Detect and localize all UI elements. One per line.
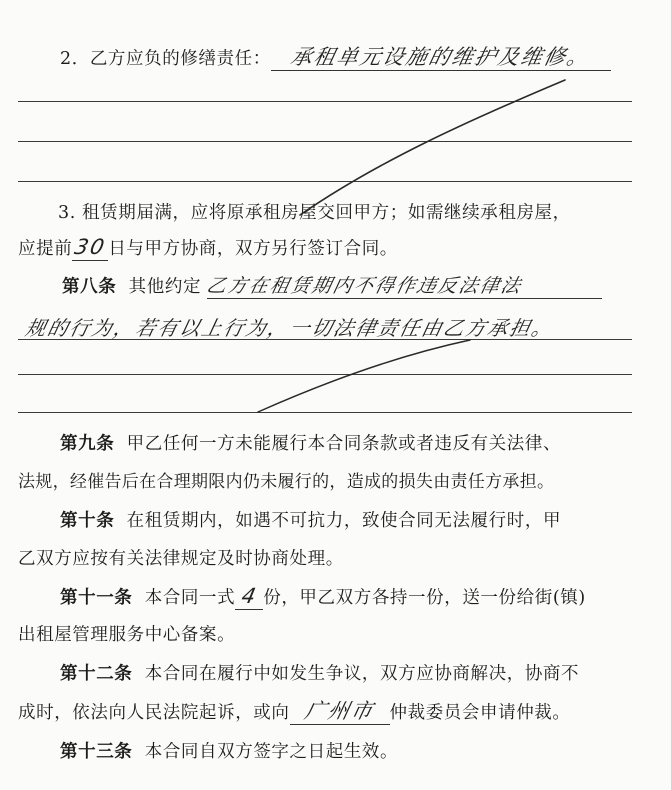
article12-text1: 本合同在履行中如发生争议，双方应协商解决，协商不 xyxy=(144,664,580,684)
article12-suffix: 仲裁委员会申请仲裁。 xyxy=(389,703,571,723)
blank-rule xyxy=(18,101,632,102)
clause3-line2 xyxy=(18,236,398,261)
article8-handwritten-2: 规的行为，若有以上行为，一切法律责任由乙方承担。 xyxy=(23,316,557,340)
article11-prefix: 本合同一式 xyxy=(144,588,236,608)
city-blank xyxy=(290,700,390,725)
article9-line1 xyxy=(60,432,561,456)
days-blank xyxy=(72,236,108,261)
article8-title: 第八条 xyxy=(62,277,117,297)
blank-rule xyxy=(18,339,632,340)
clause2-label: 2．乙方应负的修缮责任： xyxy=(60,49,271,69)
article13-title: 第十三条 xyxy=(60,742,133,762)
article13-text: 本合同自双方签字之日起生效。 xyxy=(144,742,399,762)
article8-line2 xyxy=(23,312,557,341)
article8-line1 xyxy=(62,275,602,299)
article12-line2 xyxy=(18,700,571,725)
days-handwritten: 30 xyxy=(72,235,109,259)
article9-text1: 甲乙任何一方未能履行本合同条款或者违反有关法律、 xyxy=(126,434,562,454)
blank-rule xyxy=(18,374,632,375)
clause3-suffix: 日与甲方协商，双方另行签订合同。 xyxy=(108,239,398,259)
article11-line1 xyxy=(60,585,586,610)
article8-blank xyxy=(204,275,602,299)
article10-title: 第十条 xyxy=(60,511,115,531)
copies-blank xyxy=(235,585,263,610)
article10-line2: 乙双方应按有关法律规定及时协商处理。 xyxy=(18,549,344,569)
clause2-blank xyxy=(271,46,611,71)
article13-line xyxy=(60,740,398,764)
clause2-handwritten: 承租单元设施的维护及维修。 xyxy=(288,45,593,69)
clause2-line xyxy=(60,46,611,71)
article11-line2: 出租屋管理服务中心备案。 xyxy=(18,625,236,645)
article12-title: 第十二条 xyxy=(60,664,133,684)
copies-handwritten: 4 xyxy=(238,584,260,608)
blank-rule xyxy=(18,412,632,413)
article10-text1: 在租赁期内，如遇不可抗力，致使合同无法履行时，甲 xyxy=(126,511,562,531)
blank-rule xyxy=(18,181,632,182)
article8-label: 其他约定 xyxy=(128,277,202,297)
clause3-prefix: 应提前 xyxy=(18,239,73,259)
article11-suffix: 份，甲乙双方各持一份，送一份给街(镇) xyxy=(263,588,586,608)
blank-rule xyxy=(18,141,632,142)
city-handwritten: 广州市 xyxy=(302,699,377,723)
cross-out-stroke-lower xyxy=(258,340,470,412)
article10-line1 xyxy=(60,509,561,533)
article8-handwritten-1: 乙方在租赁期内不得作违反法律法 xyxy=(204,275,525,297)
article11-title: 第十一条 xyxy=(60,588,133,608)
article12-prefix: 成时，依法向人民法院起诉，或向 xyxy=(18,703,290,723)
clause3-line1: 3. 租赁期届满，应将原承租房屋交回甲方；如需继续承租房屋， xyxy=(58,203,571,223)
article12-line1 xyxy=(60,662,579,686)
article9-title: 第九条 xyxy=(60,434,115,454)
article9-line2: 法规，经催告后在合理期限内仍未履行的，造成的损失由责任方承担。 xyxy=(18,472,555,492)
